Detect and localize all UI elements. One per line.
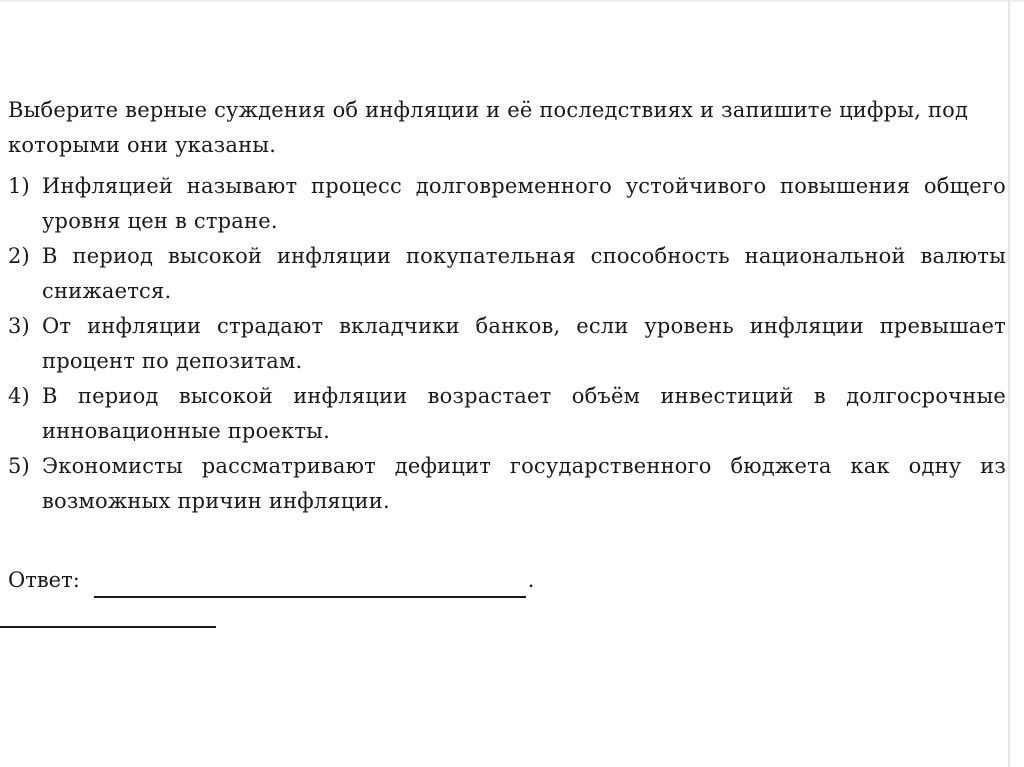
option-number: 3) [8, 314, 30, 338]
option-4 [8, 379, 1006, 449]
task-intro: Выберите верные суждения об инфляции и её последствиях и запишите цифры, под которыми они указаны. [8, 98, 969, 157]
task-block [8, 93, 1006, 519]
option-number: 1) [8, 174, 30, 198]
option-text: Экономисты рассматривают дефицит государственного бюджета как одну из возможных причин инфляции. [42, 454, 1006, 513]
option-number: 4) [8, 384, 30, 408]
option-text: Инфляцией называют процесс долговременного устойчивого повышения общего уровня цен в стране. [42, 174, 1006, 233]
answer-end-mark: . [527, 568, 535, 592]
page-right-edge [1008, 0, 1010, 767]
option-text: В период высокой инфляции покупательная способность национальной валюты снижается. [42, 244, 1006, 303]
option-text: В период высокой инфляции возрастает объём инвестиций в долгосрочные инновационные проекты. [42, 384, 1006, 443]
answer-row [8, 563, 534, 598]
answer-field[interactable] [94, 570, 526, 598]
option-number: 2) [8, 244, 30, 268]
option-5 [8, 449, 1006, 519]
option-number: 5) [8, 454, 30, 478]
option-2 [8, 239, 1006, 309]
option-text: От инфляции страдают вкладчики банков, если уровень инфляции превышает процент по депозитам. [42, 314, 1006, 373]
option-3 [8, 309, 1006, 379]
options-list [8, 169, 1006, 519]
option-1 [8, 169, 1006, 239]
divider-rule [0, 626, 216, 628]
answer-label: Ответ: [8, 568, 80, 592]
page-top-edge [0, 0, 1024, 2]
